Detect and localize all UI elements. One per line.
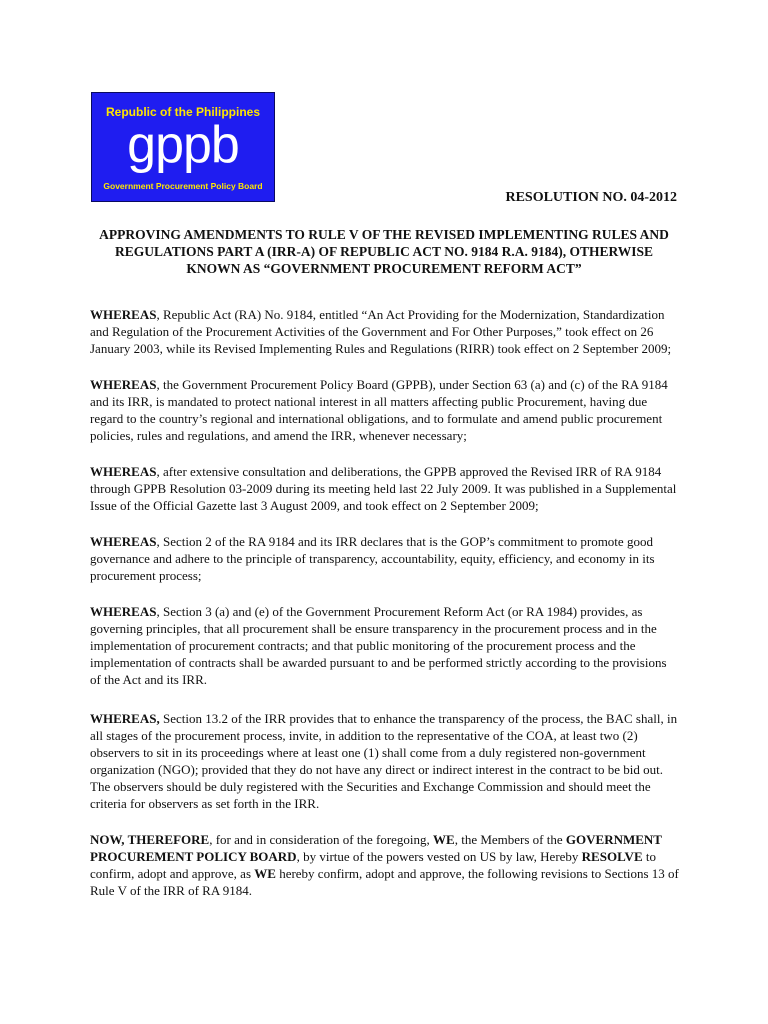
whereas-lead: WHEREAS xyxy=(90,604,157,619)
paragraph-text: hereby confirm, adopt and approve, the following revisions to Sections 13 of Rule V of the IRR of RA 9184. xyxy=(90,866,679,898)
resolution-title: APPROVING AMENDMENTS TO RULE V OF THE REVISED IMPLEMENTING RULES AND REGULATIONS PART A (IRR-A) OF REPUBLIC ACT NO. 9184 R.A. 9184), OTHERWISE KNOWN AS “GOVERNMENT PROCUREMENT REFORM ACT” xyxy=(99,227,669,276)
resolve-bold: RESOLVE xyxy=(581,849,643,864)
whereas-lead: WHEREAS xyxy=(90,377,157,392)
paragraph-text: , for and in consideration of the foregoing, xyxy=(209,832,434,847)
paragraph-text: , after extensive consultation and deliberations, the GPPB approved the Revised IRR of RA 9184 through GPPB Resolution 03-2009 during its meeting held last 22 July 2009. It was published in a Supplemental Issue of the Official Gazette last 3 August 2009, and took effect on 2 September 2009; xyxy=(90,464,677,513)
logo-top-text: Republic of the Philippines xyxy=(105,105,260,119)
logo-bottom-text: Government Procurement Policy Board xyxy=(103,181,263,191)
document-body xyxy=(90,306,680,918)
whereas-paragraph-5 xyxy=(90,603,680,688)
we-bold: WE xyxy=(433,832,455,847)
whereas-paragraph-6 xyxy=(90,710,680,812)
whereas-lead: WHEREAS xyxy=(90,307,157,322)
paragraph-text: , Section 3 (a) and (e) of the Government Procurement Reform Act (or RA 1984) provides, as governing principles, that all procurement shall be ensure transparency in the procurement process and in the implementation of procurement contracts; and that public monitoring of the procurement process and the implementation of contracts shall be awarded pursuant to and be performed strictly according to the provisions of the Act and its IRR. xyxy=(90,604,667,687)
paragraph-text: , by virtue of the powers vested on US by law, Hereby xyxy=(296,849,582,864)
paragraph-text: , Section 2 of the RA 9184 and its IRR declares that is the GOP’s commitment to promote good governance and adhere to the principle of transparency, accountability, equity, efficiency, and economy in its procurement process; xyxy=(90,534,655,583)
whereas-paragraph-2 xyxy=(90,376,680,444)
paragraph-text: to confirm, adopt and approve, as xyxy=(90,849,656,881)
whereas-paragraph-1 xyxy=(90,306,680,357)
whereas-paragraph-4 xyxy=(90,533,680,584)
resolution-number: RESOLUTION NO. 04-2012 xyxy=(505,190,677,205)
whereas-paragraph-3 xyxy=(90,463,680,514)
whereas-lead: WHEREAS xyxy=(90,534,157,549)
we-bold: WE xyxy=(254,866,276,881)
now-therefore-paragraph xyxy=(90,831,680,899)
paragraph-text: , the Members of the xyxy=(454,832,566,847)
board-name: GOVERNMENT PROCUREMENT POLICY BOARD xyxy=(90,832,662,864)
paragraph-text: Section 13.2 of the IRR provides that to enhance the transparency of the process, the BAC shall, in all stages of the procurement process, invite, in addition to the representative of the COA, at least two (2) observers to sit in its proceedings where at least one (1) shall come from a duly registered non-government organization (NGO); provided that they do not have any direct or indirect interest in the contract to be bid out. The observers should be duly registered with the Securities and Exchange Commission and should meet the criteria for observers as set forth in the IRR. xyxy=(90,711,678,811)
logo-mark: gppb xyxy=(127,116,239,174)
paragraph-text: , Republic Act (RA) No. 9184, entitled “An Act Providing for the Modernization, Standardization and Regulation of the Procurement Activities of the Government and For Other Purposes,” took effect on 26 January 2003, while its Revised Implementing Rules and Regulations (RIRR) took effect on 2 September 2009; xyxy=(90,307,672,356)
paragraph-text: , the Government Procurement Policy Board (GPPB), under Section 63 (a) and (c) of the RA 9184 and its IRR, is mandated to protect national interest in all matters affecting public Procurement, having due regard to the country’s regional and international obligations, and to formulate and amend public procurement policies, rules and regulations, and amend the IRR, whenever necessary; xyxy=(90,377,668,443)
whereas-lead: WHEREAS xyxy=(90,464,157,479)
whereas-lead: WHEREAS, xyxy=(90,711,160,726)
gppb-logo xyxy=(91,92,275,202)
now-therefore-lead: NOW, THEREFORE xyxy=(90,832,210,847)
